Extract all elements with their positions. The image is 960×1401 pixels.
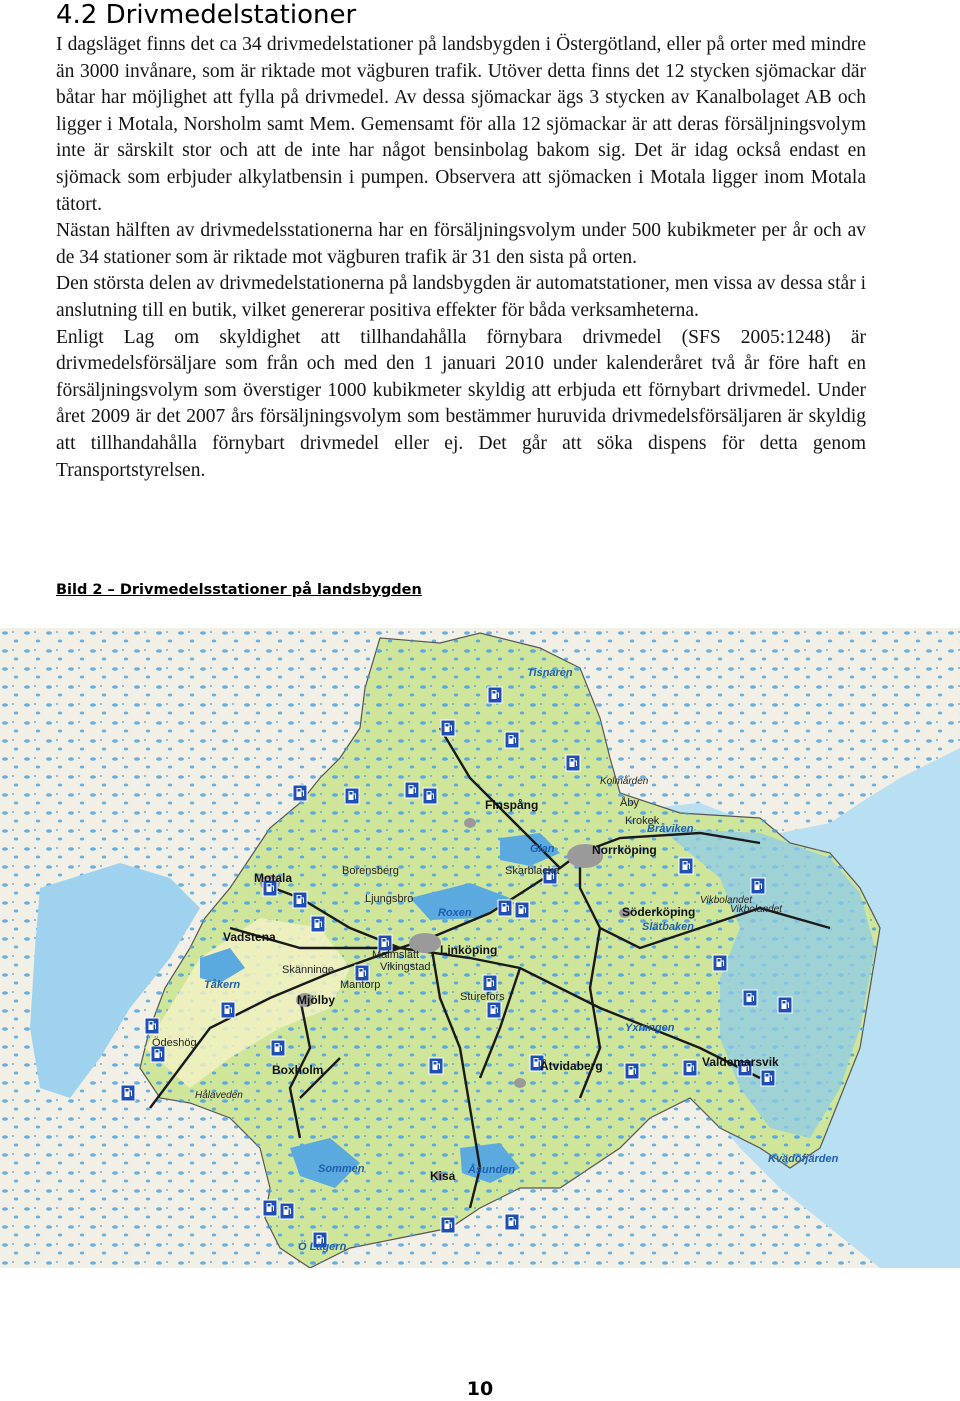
- map-label: Sommen: [318, 1163, 365, 1175]
- map-label: Mantorp: [340, 979, 381, 991]
- fuel-station-icon: [311, 916, 325, 932]
- map-label: Kolmården: [600, 776, 649, 787]
- map-label: Motala: [254, 871, 293, 885]
- map-label: Vikingstad: [380, 961, 431, 973]
- map-label: Vikbolandet: [730, 904, 783, 915]
- fuel-station-icon: [566, 755, 580, 771]
- map-label: Åby: [620, 797, 639, 809]
- map-label: Söderköping: [622, 905, 696, 919]
- fuel-station-icon: [263, 1200, 277, 1216]
- fuel-station-icon: [429, 1058, 443, 1074]
- fuel-station-icon: [121, 1085, 135, 1101]
- fuel-station-icon: [505, 732, 519, 748]
- fuel-station-icon: [441, 720, 455, 736]
- map-label: Hålaveden: [195, 1090, 243, 1101]
- fuel-station-icon: [761, 1070, 775, 1086]
- fuel-station-icon: [145, 1018, 159, 1034]
- paragraph: I dagsläget finns det ca 34 drivmedelstationer på landsbygden i Östergötland, eller på orter med mindre än 3000 invånare, som är riktade mot vägburen trafik. Utöver detta finns det 12 stycken sjömackar där båtar har möjlighet att fylla på drivmedel. Av dessa sjömackar ägs 3 stycken av Kanalbolaget AB och ligger i Motala, Norsholm samt Mem. Gemensamt för alla 12 sjömackar är att deras försäljningsvolym inte är särskilt stor och att de inte har något bensinbolag bakom sig. Det är idag också endast en sjömack som erbjuder alkylatbensin i pumpen. Observera att sjömacken i Motala ligger inom Motala tätort.: [56, 34, 866, 215]
- fuel-station-icon: [405, 782, 419, 798]
- map-label: Ljungsbro: [365, 893, 414, 905]
- map-label: Åtvidaberg: [540, 1059, 603, 1073]
- fuel-station-icon: [345, 788, 359, 804]
- map-label: Tisnaren: [527, 667, 573, 679]
- fuel-station-icon: [423, 788, 437, 804]
- fuel-station-icon: [271, 1040, 285, 1056]
- fuel-station-icon: [778, 997, 792, 1013]
- fuel-station-icon: [487, 1002, 501, 1018]
- fuel-station-icon: [293, 892, 307, 908]
- fuel-station-icon: [751, 878, 765, 894]
- figure-caption: Bild 2 – Drivmedelsstationer på landsbygden: [56, 582, 422, 598]
- paragraph: Den största delen av drivmedelstationerna på landsbygden är automatstationer, men vissa av dessa står i anslutning till en butik, vilket genererar positiva effekter för båda verksamheterna.: [56, 273, 866, 321]
- map-label: Ö Lägern: [298, 1241, 347, 1253]
- fuel-station-icon: [280, 1203, 294, 1219]
- fuel-station-map: [0, 628, 960, 1268]
- map-label: Glan: [530, 843, 555, 855]
- fuel-station-icon: [488, 687, 502, 703]
- map-label: Vikbolandet: [700, 895, 753, 906]
- fuel-station-icon: [625, 1063, 639, 1079]
- map-label: Ödeshög: [152, 1037, 197, 1049]
- map-label: Valdemarsvik: [702, 1055, 779, 1069]
- map-label: Borensberg: [342, 865, 399, 877]
- fuel-station-icon: [713, 955, 727, 971]
- map-label: Krokek: [625, 815, 660, 827]
- map-label: Boxholm: [272, 1063, 324, 1077]
- body-text: [56, 32, 866, 484]
- fuel-station-icon: [293, 785, 307, 801]
- map-canvas: [0, 628, 960, 1268]
- fuel-station-icon: [683, 1060, 697, 1076]
- map-label: Linköping: [440, 943, 498, 957]
- section-heading: 4.2 Drivmedelstationer: [56, 0, 357, 30]
- fuel-station-icon: [441, 1217, 455, 1233]
- map-label: Norrköping: [592, 843, 657, 857]
- fuel-station-icon: [743, 990, 757, 1006]
- map-label: Tåkern: [204, 979, 241, 991]
- map-label: Bråviken: [647, 823, 694, 835]
- map-label: Kisa: [430, 1169, 456, 1183]
- map-label: Skänninge: [282, 964, 334, 976]
- map-label: Slätbaken: [642, 921, 694, 933]
- fuel-station-icon: [515, 902, 529, 918]
- paragraph: Enligt Lag om skyldighet att tillhandahålla förnybara drivmedel (SFS 2005:1248) är drivmedelsförsäljare som från och med den 1 januari 2010 under kalenderåret två år före haft en försäljningsvolym som överstiger 1000 kubikmeter skyldig att erbjuda ett förnybart drivmedel. Under året 2009 är det 2007 års försäljningsvolym som bestämmer huruvida drivmedelsförsäljaren är skyldig att tillhandahålla förnybart drivmedel eller ej. Det går att söka dispens för detta genom Transportstyrelsen.: [56, 326, 866, 481]
- map-label: Skarblacka: [505, 865, 560, 877]
- map-label: Mjölby: [297, 993, 335, 1007]
- map-label: Sturefors: [460, 991, 505, 1003]
- map-label: Vadstena: [223, 930, 276, 944]
- map-label: Roxen: [438, 907, 472, 919]
- map-label: Kvädöfjärden: [768, 1153, 839, 1165]
- fuel-station-icon: [483, 975, 497, 991]
- page-number: 10: [466, 1378, 494, 1400]
- paragraph: Nästan hälften av drivmedelsstationerna har en försäljningsvolym under 500 kubikmeter per år och av de 34 stationer som är riktade mot vägburen trafik är 31 den sista på orten.: [56, 220, 866, 268]
- fuel-station-icon: [505, 1214, 519, 1230]
- map-label: Åsunden: [468, 1164, 516, 1176]
- map-label: Yxningen: [625, 1022, 675, 1034]
- fuel-station-icon: [679, 858, 693, 874]
- map-label: Malmslätt: [372, 949, 420, 961]
- map-label: Finspång: [485, 798, 539, 812]
- fuel-station-icon: [221, 1002, 235, 1018]
- fuel-station-icon: [498, 900, 512, 916]
